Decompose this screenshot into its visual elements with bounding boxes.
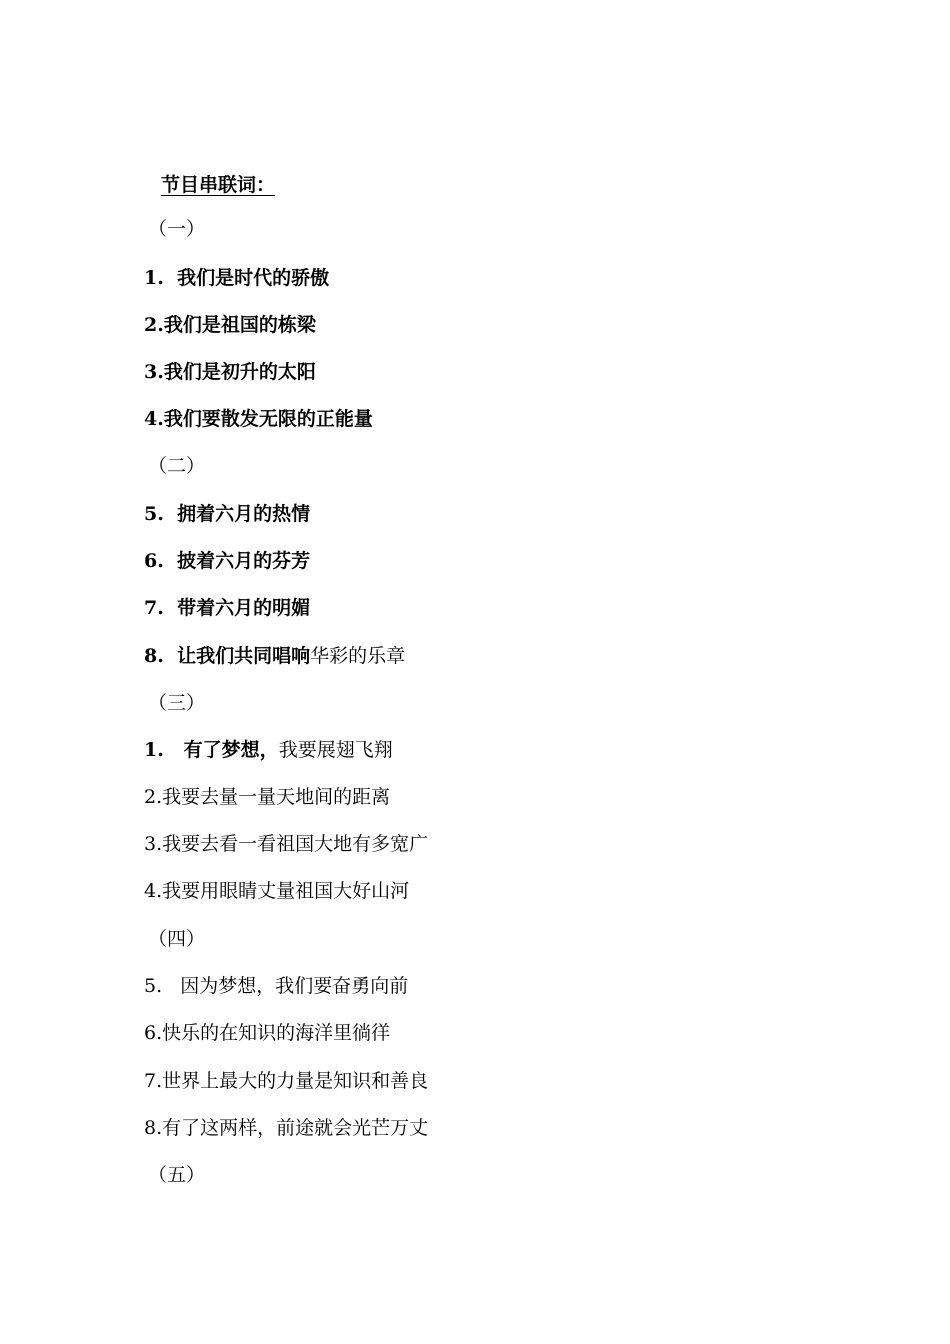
list-item: 5. 拥着六月的热情 (144, 503, 311, 525)
list-item: 1. 我们是时代的骄傲 (144, 267, 330, 289)
list-item-regular-part: 我要展翅飞翔 (278, 739, 393, 761)
list-item (144, 643, 405, 669)
list-item: 7.世界上最大的力量是知识和善良 (144, 1070, 429, 1092)
list-item: 4.我们要散发无限的正能量 (144, 408, 373, 430)
list-item: 3.我要去看一看祖国大地有多宽广 (144, 833, 429, 855)
section-heading-5: （五） (148, 1164, 206, 1186)
list-item: 7. 带着六月的明媚 (144, 597, 311, 619)
list-item-regular-part: 华彩的乐章 (310, 645, 406, 667)
list-item: 6. 披着六月的芬芳 (144, 550, 311, 572)
list-item-bold-part: 1. 有了梦想， (144, 739, 279, 761)
section-heading-4: （四） (148, 928, 206, 950)
list-item: 8.有了这两样，前途就会光芒万丈 (144, 1117, 429, 1139)
list-item: 2.我们是祖国的栋梁 (144, 314, 316, 336)
list-item: 5. 因为梦想，我们要奋勇向前 (144, 975, 409, 997)
section-heading-1: （一） (148, 218, 206, 240)
section-heading-2: （二） (148, 455, 206, 477)
list-item (144, 737, 393, 763)
page-title: 节目串联词： (161, 174, 276, 196)
list-item: 3.我们是初升的太阳 (144, 361, 316, 383)
list-item: 6.快乐的在知识的海洋里徜徉 (144, 1022, 391, 1044)
list-item: 4.我要用眼睛丈量祖国大好山河 (144, 880, 410, 902)
list-item: 2.我要去量一量天地间的距离 (144, 786, 391, 808)
section-heading-3: （三） (148, 692, 206, 714)
list-item-bold-part: 8. 让我们共同唱响 (144, 645, 311, 667)
